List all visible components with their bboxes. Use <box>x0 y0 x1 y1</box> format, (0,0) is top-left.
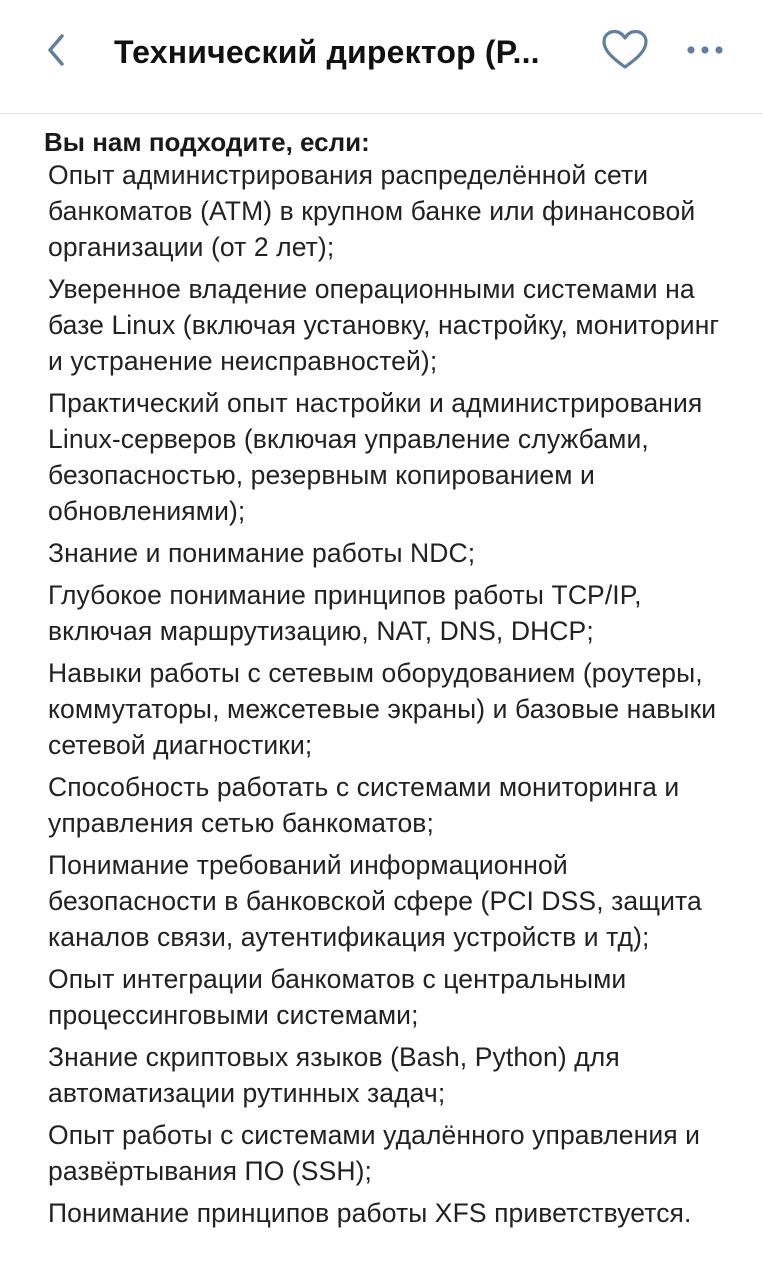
vacancy-content <box>0 113 763 1280</box>
chevron-left-icon <box>44 32 68 68</box>
requirement-item: Понимание требований информационной безопасности в банковской сфере (PCI DSS, защита каналов связи, аутентификация устройств и тд); <box>48 850 702 952</box>
navigation-bar <box>0 0 763 114</box>
page-title: Технический директор (Р... <box>114 34 540 70</box>
requirement-item: Практический опыт настройки и администрирования Linux-серверов (включая управление службами, безопасностью, резервным копированием и обновлениями); <box>48 388 703 526</box>
requirement-item: Глубокое понимание принципов работы TCP/IP, включая маршрутизацию, NAT, DNS, DHCP; <box>48 580 642 646</box>
more-horizontal-icon <box>685 44 725 56</box>
more-options-button[interactable] <box>682 30 728 70</box>
requirements-list <box>48 157 738 1237</box>
requirement-item: Уверенное владение операционными системами на базе Linux (включая установку, настройку, мониторинг и устранение неисправностей); <box>48 274 720 376</box>
requirements-heading: Вы нам подходите, если: <box>44 127 370 157</box>
requirement-item: Опыт работы с системами удалённого управления и развёртывания ПО (SSH); <box>48 1120 701 1186</box>
requirement-item: Знание скриптовых языков (Bash, Python) для автоматизации рутинных задач; <box>48 1042 620 1108</box>
favorite-button[interactable] <box>600 26 650 74</box>
requirement-item: Опыт администрирования распределённой сети банкоматов (ATM) в крупном банке или финансовой организации (от 2 лет); <box>48 160 696 262</box>
back-button[interactable] <box>36 28 76 72</box>
requirement-item: Понимание принципов работы XFS приветствуется. <box>48 1198 692 1228</box>
requirement-item: Опыт интеграции банкоматов с центральными процессинговыми системами; <box>48 964 627 1030</box>
requirement-item: Знание и понимание работы NDC; <box>48 538 476 568</box>
requirement-item: Способность работать с системами мониторинга и управления сетью банкоматов; <box>48 772 680 838</box>
requirement-item: Навыки работы с сетевым оборудованием (роутеры, коммутаторы, межсетевые экраны) и базовые навыки сетевой диагностики; <box>48 658 717 760</box>
heart-outline-icon <box>601 29 649 71</box>
